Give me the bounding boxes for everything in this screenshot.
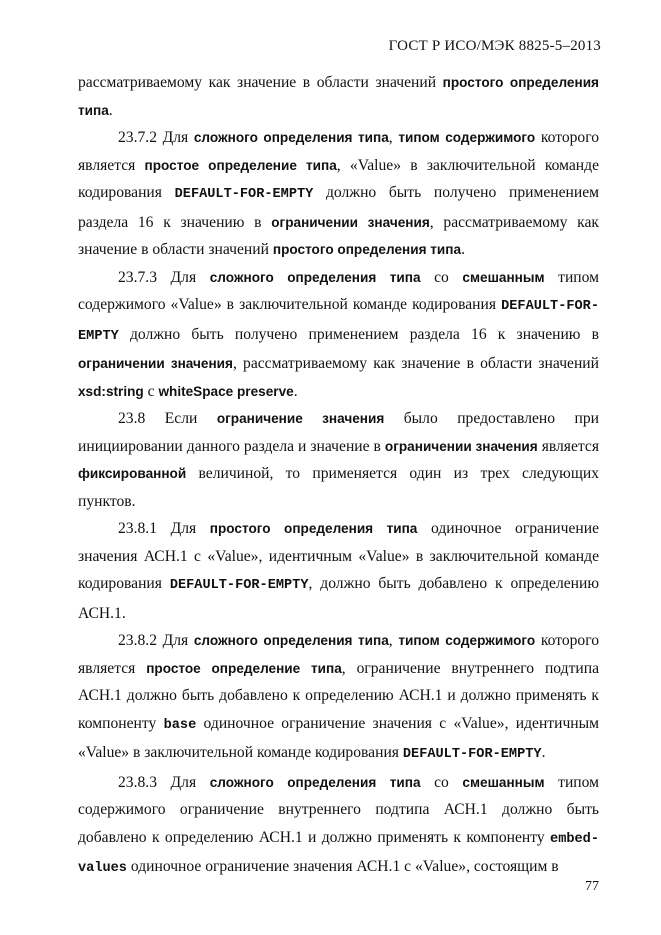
- text: ,: [388, 129, 399, 146]
- text: 23.8 Если: [118, 410, 217, 427]
- term: сложного определения типа: [193, 633, 389, 648]
- text: 23.7.3 Для: [118, 268, 210, 286]
- page-number: 77: [585, 879, 599, 894]
- paragraph-continuation: [78, 69, 599, 124]
- text: типом содержимого «Value» в заключительной команде кодирования: [78, 268, 599, 313]
- text: которого является: [78, 129, 600, 174]
- paragraph-23-8-2: [78, 627, 599, 769]
- term: простое определение типа: [146, 660, 342, 676]
- text: которого является: [78, 632, 600, 677]
- text: ,: [388, 632, 399, 649]
- text: одиночное ограничение значения АСН.1 с «Value», состоящим в: [126, 858, 559, 875]
- text: .: [541, 744, 546, 761]
- term: типом содержимого: [398, 130, 536, 145]
- code-term: DEFAULT-FOR-EMPTY: [169, 578, 309, 593]
- text: .: [461, 241, 465, 258]
- code-term: DEFAULT-FOR-EMPTY: [78, 299, 599, 344]
- term: ограничении значения: [271, 214, 430, 230]
- term: смешанным: [462, 269, 545, 285]
- paragraph-23-7-2: [78, 124, 599, 264]
- text: 23.8.3 Для: [118, 773, 210, 791]
- paragraph-23-8: [78, 405, 599, 515]
- text: одиночное ограничение значения с «Value», идентичным «Value» в заключительной команде кодирования: [78, 714, 599, 761]
- text: типом содержимого ограничение внутреннего подтипа АСН.1 должно быть добавлено к определению АСН.1 и должно применять к компоненту: [78, 773, 599, 846]
- term: смешанным: [462, 774, 545, 790]
- text: 23.8.2 Для: [118, 632, 194, 649]
- text: 23.7.2 Для: [118, 129, 194, 146]
- text: одиночное ограничение значения АСН.1 с «Value», идентичным «Value» в заключительной команде кодирования: [78, 520, 600, 592]
- term: простое определение типа: [144, 157, 337, 173]
- text: 23.8.1 Для: [118, 520, 210, 537]
- term: фиксированной: [78, 466, 187, 481]
- term: сложного определения типа: [209, 269, 421, 285]
- standard-header: ГОСТ Р ИСО/МЭК 8825-5–2013: [388, 38, 601, 54]
- text: , ограничение внутреннего подтипа АСН.1 должно быть добавлено к определению АСН.1 и должно применять к компоненту: [78, 659, 600, 732]
- paragraph-23-8-3: [78, 769, 599, 883]
- text: со: [420, 268, 463, 286]
- text: рассматриваемому как значение в области значений: [78, 74, 443, 91]
- text: является: [537, 437, 599, 455]
- text: , должно быть добавлено к определению АСН.1.: [78, 575, 599, 622]
- term: типом содержимого: [398, 633, 536, 648]
- text: величиной, то применяется один из трех следующих пунктов.: [78, 465, 599, 510]
- text: должно быть получено применением раздела 16 к значению в: [118, 325, 599, 343]
- text: .: [108, 101, 113, 119]
- term: whiteSpace preserve: [158, 383, 294, 399]
- text: , рассматриваемому как значение в области значений: [232, 355, 599, 372]
- text: , рассматриваемому как значение в области значений: [78, 213, 599, 258]
- code-term: DEFAULT-FOR-EMPTY: [174, 187, 314, 202]
- text: с: [143, 382, 159, 400]
- code-term: DEFAULT-FOR-EMPTY: [402, 747, 542, 762]
- text: , «Value» в заключительной команде кодирования: [78, 156, 600, 201]
- term: простого определения типа: [272, 242, 462, 257]
- term: сложного определения типа: [193, 130, 389, 145]
- term: ограничение значения: [216, 411, 385, 426]
- code-term: embed-values: [78, 831, 599, 876]
- document-body: [78, 69, 599, 883]
- text: со: [420, 773, 463, 791]
- term: простого определения типа: [78, 75, 599, 118]
- code-term: base: [163, 717, 197, 733]
- term: простого определения типа: [209, 521, 418, 536]
- term: ограничении значения: [78, 356, 233, 371]
- term: xsd:string: [78, 383, 144, 399]
- paragraph-23-8-1: [78, 515, 599, 627]
- text: .: [293, 382, 298, 400]
- text: было предоставлено при инициировании данного раздела и значение в: [78, 410, 599, 455]
- term: сложного определения типа: [209, 774, 421, 790]
- paragraph-23-7-3: [78, 264, 599, 406]
- term: ограничении значения: [384, 438, 538, 454]
- text: должно быть получено применением раздела 16 к значению в: [78, 184, 599, 231]
